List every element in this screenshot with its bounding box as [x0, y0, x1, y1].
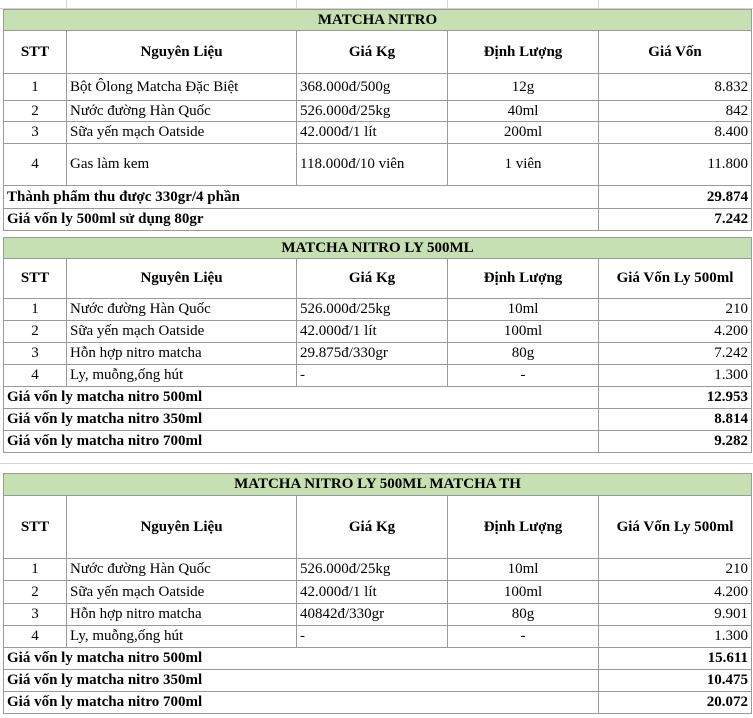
cell-price[interactable]: 42.000đ/1 lít	[297, 581, 448, 604]
summary-value[interactable]: 29.874	[599, 186, 752, 209]
summary-label[interactable]: Giá vốn ly matcha nitro 500ml	[4, 648, 599, 670]
cell-cost[interactable]: 11.800	[599, 144, 752, 186]
header-price-kg[interactable]: Giá Kg	[297, 259, 448, 299]
cell-stt[interactable]: 4	[4, 626, 67, 648]
cell-ingredient[interactable]: Sữa yến mạch Oatside	[67, 122, 297, 144]
cell-stt[interactable]: 1	[4, 299, 67, 321]
cell-price[interactable]: -	[297, 626, 448, 648]
table-row	[4, 581, 752, 604]
summary-label[interactable]: Giá vốn ly matcha nitro 500ml	[4, 387, 599, 409]
cell-price[interactable]: 42.000đ/1 lít	[297, 321, 448, 343]
header-cost[interactable]: Giá Vốn Ly 500ml	[599, 259, 752, 299]
sheet-gridline	[447, 0, 448, 8]
cell-quantity[interactable]: -	[448, 365, 599, 387]
summary-value[interactable]: 20.072	[599, 692, 752, 714]
cell-cost[interactable]: 1.300	[599, 626, 752, 648]
summary-row	[4, 431, 752, 453]
table-title-row	[4, 10, 752, 31]
cell-stt[interactable]: 2	[4, 101, 67, 122]
cell-price[interactable]: 29.875đ/330gr	[297, 343, 448, 365]
cell-ingredient[interactable]: Hỗn hợp nitro matcha	[67, 604, 297, 626]
summary-value[interactable]: 10.475	[599, 670, 752, 692]
table-row	[4, 343, 752, 365]
summary-row	[4, 409, 752, 431]
cell-price[interactable]: 526.000đ/25kg	[297, 559, 448, 581]
sheet-gridline	[598, 0, 599, 8]
cell-price[interactable]: 118.000đ/10 viên	[297, 144, 448, 186]
table-row	[4, 144, 752, 186]
summary-value[interactable]: 15.611	[599, 648, 752, 670]
header-price-kg[interactable]: Giá Kg	[297, 496, 448, 559]
summary-value[interactable]: 8.814	[599, 409, 752, 431]
cell-quantity[interactable]: -	[448, 626, 599, 648]
header-cost[interactable]: Giá Vốn Ly 500ml	[599, 496, 752, 559]
cell-quantity[interactable]: 10ml	[448, 559, 599, 581]
cost-table-matcha-nitro-500ml-th	[3, 473, 752, 714]
table-row	[4, 122, 752, 144]
header-row	[4, 259, 752, 299]
cell-quantity[interactable]: 12g	[448, 74, 599, 101]
cell-ingredient[interactable]: Nước đường Hàn Quốc	[67, 299, 297, 321]
table-row	[4, 299, 752, 321]
cell-stt[interactable]: 1	[4, 559, 67, 581]
table-title-row	[4, 474, 752, 496]
summary-value[interactable]: 7.242	[599, 209, 752, 231]
cell-cost[interactable]: 7.242	[599, 343, 752, 365]
table-title[interactable]: MATCHA NITRO	[4, 10, 752, 31]
cell-quantity[interactable]: 200ml	[448, 122, 599, 144]
summary-label[interactable]: Giá vốn ly matcha nitro 350ml	[4, 409, 599, 431]
summary-value[interactable]: 12.953	[599, 387, 752, 409]
summary-row	[4, 692, 752, 714]
summary-row	[4, 209, 752, 231]
sheet-gridline	[296, 0, 297, 8]
summary-value[interactable]: 9.282	[599, 431, 752, 453]
header-ingredient[interactable]: Nguyên Liệu	[67, 259, 297, 299]
cell-price[interactable]: -	[297, 365, 448, 387]
cell-ingredient[interactable]: Sữa yến mạch Oatside	[67, 321, 297, 343]
summary-label[interactable]: Giá vốn ly matcha nitro 350ml	[4, 670, 599, 692]
cell-cost[interactable]: 210	[599, 299, 752, 321]
table-row	[4, 604, 752, 626]
table-title-row	[4, 238, 752, 259]
header-quantity[interactable]: Định Lượng	[448, 259, 599, 299]
cell-cost[interactable]: 4.200	[599, 581, 752, 604]
table-row	[4, 74, 752, 101]
cell-price[interactable]: 368.000đ/500g	[297, 74, 448, 101]
cell-cost[interactable]: 4.200	[599, 321, 752, 343]
summary-label[interactable]: Giá vốn ly matcha nitro 700ml	[4, 692, 599, 714]
cell-ingredient[interactable]: Gas làm kem	[67, 144, 297, 186]
sheet-gridline	[0, 463, 753, 464]
cell-cost[interactable]: 842	[599, 101, 752, 122]
summary-label[interactable]: Giá vốn ly 500ml sử dụng 80gr	[4, 209, 599, 231]
cell-stt[interactable]: 3	[4, 343, 67, 365]
cell-cost[interactable]: 9.901	[599, 604, 752, 626]
table-row	[4, 321, 752, 343]
cost-table-matcha-nitro-500ml	[3, 237, 752, 453]
header-quantity[interactable]: Định Lượng	[448, 31, 599, 74]
cell-cost[interactable]: 210	[599, 559, 752, 581]
summary-label[interactable]: Thành phẩm thu được 330gr/4 phần	[4, 186, 599, 209]
cell-stt[interactable]: 3	[4, 122, 67, 144]
cell-price[interactable]: 526.000đ/25kg	[297, 299, 448, 321]
cell-quantity[interactable]: 40ml	[448, 101, 599, 122]
header-quantity[interactable]: Định Lượng	[448, 496, 599, 559]
cell-ingredient[interactable]: Ly, muỗng,ống hút	[67, 365, 297, 387]
header-cost[interactable]: Giá Vốn	[599, 31, 752, 74]
header-row	[4, 31, 752, 74]
cell-stt[interactable]: 4	[4, 365, 67, 387]
table-row	[4, 365, 752, 387]
summary-row	[4, 670, 752, 692]
cell-price[interactable]: 42.000đ/1 lít	[297, 122, 448, 144]
header-ingredient[interactable]: Nguyên Liệu	[67, 31, 297, 74]
summary-row	[4, 387, 752, 409]
cell-cost[interactable]: 8.832	[599, 74, 752, 101]
cell-ingredient[interactable]: Sữa yến mạch Oatside	[67, 581, 297, 604]
cell-stt[interactable]: 1	[4, 74, 67, 101]
table-title[interactable]: MATCHA NITRO LY 500ML	[4, 238, 752, 259]
summary-row	[4, 648, 752, 670]
cell-quantity[interactable]: 100ml	[448, 321, 599, 343]
header-row	[4, 496, 752, 559]
cell-stt[interactable]: 2	[4, 581, 67, 604]
table-row	[4, 626, 752, 648]
cell-stt[interactable]: 2	[4, 321, 67, 343]
cell-quantity[interactable]: 80g	[448, 343, 599, 365]
cell-stt[interactable]: 4	[4, 144, 67, 186]
cell-quantity[interactable]: 80g	[448, 604, 599, 626]
cell-cost[interactable]: 1.300	[599, 365, 752, 387]
table-title[interactable]: MATCHA NITRO LY 500ML MATCHA TH	[4, 474, 752, 496]
cell-price[interactable]: 40842đ/330gr	[297, 604, 448, 626]
cell-quantity[interactable]: 1 viên	[448, 144, 599, 186]
header-stt[interactable]: STT	[4, 31, 67, 74]
header-stt[interactable]: STT	[4, 259, 67, 299]
summary-row	[4, 186, 752, 209]
header-price-kg[interactable]: Giá Kg	[297, 31, 448, 74]
cell-quantity[interactable]: 100ml	[448, 581, 599, 604]
header-stt[interactable]: STT	[4, 496, 67, 559]
cell-cost[interactable]: 8.400	[599, 122, 752, 144]
cell-ingredient[interactable]: Nước đường Hàn Quốc	[67, 559, 297, 581]
table-row	[4, 559, 752, 581]
cell-ingredient[interactable]: Nước đường Hàn Quốc	[67, 101, 297, 122]
cell-ingredient[interactable]: Hỗn hợp nitro matcha	[67, 343, 297, 365]
cell-ingredient[interactable]: Ly, muỗng,ống hút	[67, 626, 297, 648]
cost-table-matcha-nitro	[3, 9, 752, 231]
cell-stt[interactable]: 3	[4, 604, 67, 626]
cell-quantity[interactable]: 10ml	[448, 299, 599, 321]
cell-ingredient[interactable]: Bột Ôlong Matcha Đặc Biệt	[67, 74, 297, 101]
header-ingredient[interactable]: Nguyên Liệu	[67, 496, 297, 559]
table-row	[4, 101, 752, 122]
summary-label[interactable]: Giá vốn ly matcha nitro 700ml	[4, 431, 599, 453]
cell-price[interactable]: 526.000đ/25kg	[297, 101, 448, 122]
sheet-gridline	[66, 0, 67, 8]
